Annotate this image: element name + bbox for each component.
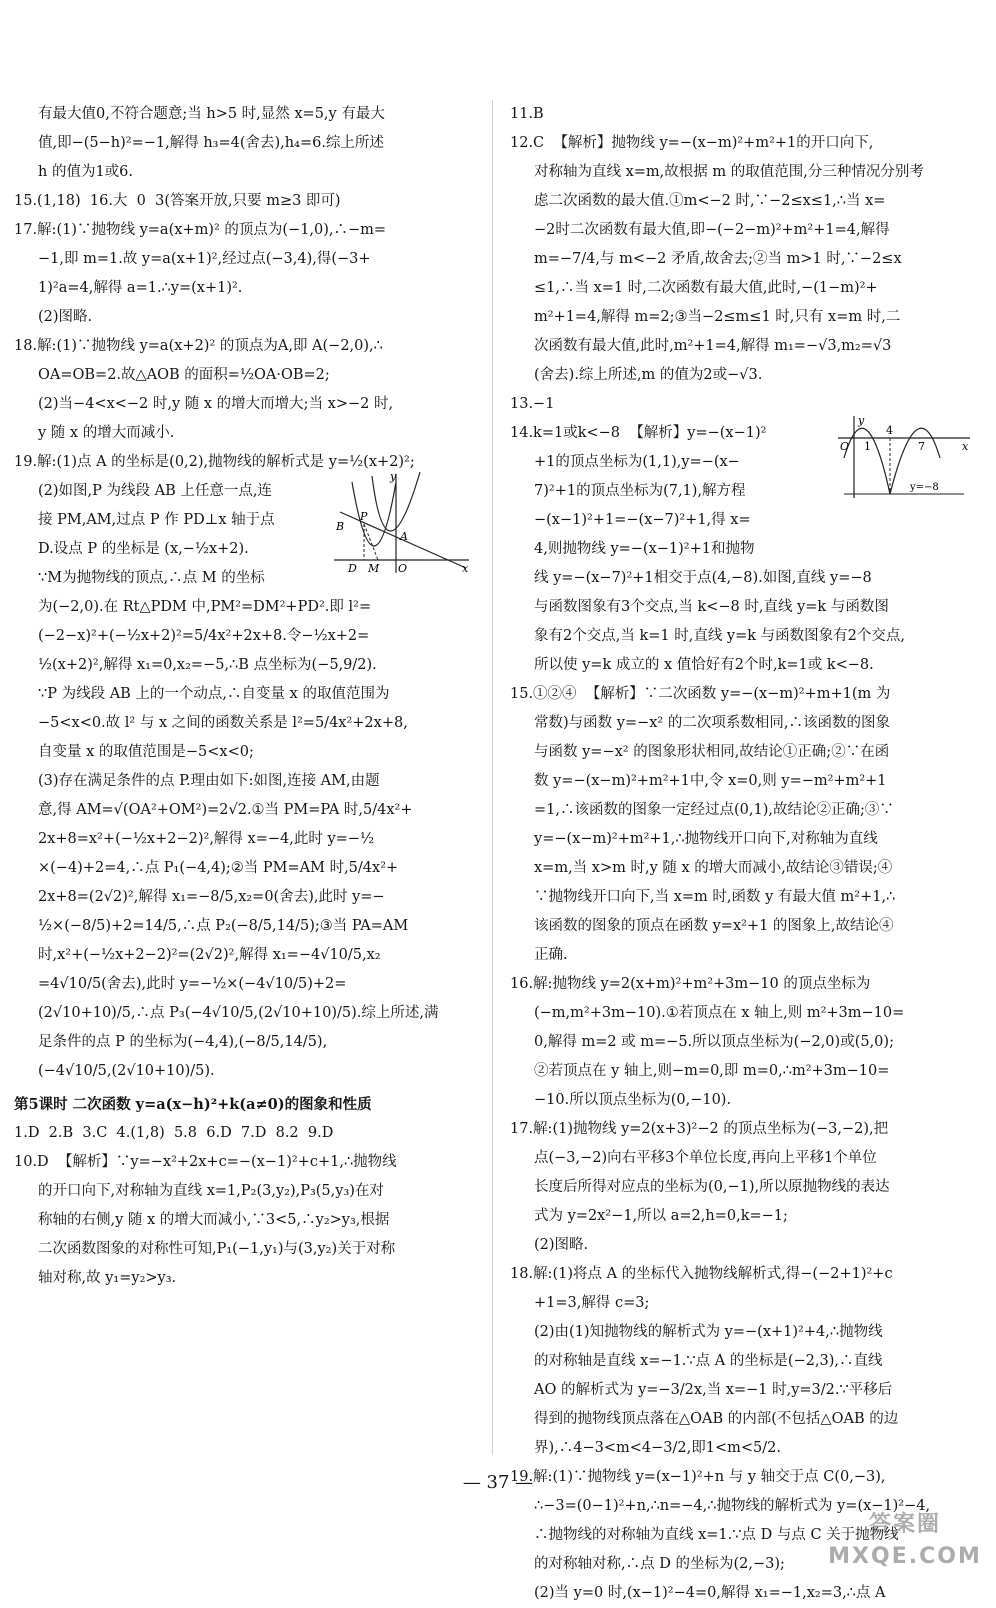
text-line: 称轴的右侧,y 随 x 的增大而减小,∵3<5,∴y₂>y₃,根据	[38, 1212, 390, 1228]
text-line: 19.解:(1)∵抛物线 y=(x−1)²+n 与 y 轴交于点 C(0,−3),	[510, 1469, 886, 1485]
text-line: 虑二次函数的最大值.①m<−2 时,∵−2≤x≤1,∴当 x=	[534, 193, 886, 209]
fig14-label-1: 1	[864, 440, 871, 453]
text-line: 与函数 y=−x² 的图象形状相同,故结论①正确;②∵在函	[534, 744, 890, 760]
text-line: 13.−1	[510, 396, 555, 412]
text-line: 数 y=−(x−m)²+m²+1中,令 x=0,则 y=−m²+m²+1	[534, 773, 887, 789]
fig14-label-4: 4	[886, 424, 893, 437]
text-line: (2)由(1)知抛物线的解析式为 y=−(x+1)²+4,∴抛物线	[534, 1324, 883, 1340]
text-line: (−m,m²+3m−10).①若顶点在 x 轴上,则 m²+3m−10=	[534, 1005, 905, 1021]
text-line: 象有2个交点,当 k=1 时,直线 y=k 与函数图象有2个交点,	[534, 628, 906, 644]
text-line: −2时二次函数有最大值,即−(−2−m)²+m²+1=4,解得	[534, 222, 890, 238]
text-line: 为(−2,0).在 Rt△PDM 中,PM²=DM²+PD².即 l²=	[38, 599, 372, 615]
text-line: (−2−x)²+(−½x+2)²=5/4x²+2x+8.令−½x+2=	[38, 628, 370, 644]
right-column	[510, 100, 980, 1608]
text-line: 19.解:(1)点 A 的坐标是(0,2),抛物线的解析式是 y=½(x+2)²;	[14, 454, 415, 470]
fig14-label-y: y	[858, 414, 865, 427]
fig19-label-x: x	[462, 562, 469, 575]
text-line: 线 y=−(x−7)²+1相交于点(4,−8).如图,直线 y=−8	[534, 570, 872, 586]
text-line: 0,解得 m=2 或 m=−5.所以顶点坐标为(−2,0)或(5,0);	[534, 1034, 894, 1050]
text-line: (2)图略.	[534, 1237, 589, 1253]
fig14-label-O: O	[840, 440, 850, 453]
text-line: 12.C 【解析】抛物线 y=−(x−m)²+m²+1的开口向下,	[510, 135, 874, 151]
text-line: h 的值为1或6.	[38, 164, 134, 180]
text-line: 自变量 x 的取值范围是−5<x<0;	[38, 744, 254, 760]
text-line: ∵P 为线段 AB 上的一个动点,∴自变量 x 的取值范围为	[38, 686, 390, 702]
fig19-label-A: A	[400, 530, 408, 543]
fig19-label-B: B	[336, 520, 345, 533]
text-line: m²+1=4,解得 m=2;③当−2≤m≤1 时,只有 x=m 时,二	[534, 309, 901, 325]
fig19-label-P: P	[360, 510, 368, 523]
text-line: 1.D 2.B 3.C 4.(1,8) 5.8 6.D 7.D 8.2 9.D	[14, 1125, 334, 1141]
text-line: 18.解:(1)∵抛物线 y=a(x+2)² 的顶点为A,即 A(−2,0),∴	[14, 338, 383, 354]
text-line: 点(−3,−2)向右平移3个单位长度,再向上平移1个单位	[534, 1150, 877, 1166]
fig19-label-D: D	[348, 562, 357, 575]
text-line: 2x+8=x²+(−½x+2−2)²,解得 x=−4,此时 y=−½	[38, 831, 375, 847]
text-line: −1,即 m=1.故 y=a(x+1)²,经过点(−3,4),得(−3+	[38, 251, 371, 267]
text-line: y=−(x−m)²+m²+1,∴抛物线开口向下,对称轴为直线	[534, 831, 878, 847]
text-line: ∴−3=(0−1)²+n,∴n=−4,∴抛物线的解析式为 y=(x−1)²−4,	[534, 1498, 931, 1514]
text-line: 值,即−(5−h)²=−1,解得 h₃=4(舍去),h₄=6.综上所述	[38, 135, 384, 151]
text-line: 与函数图象有3个交点,当 k<−8 时,直线 y=k 与函数图	[534, 599, 889, 615]
text-line: 正确.	[534, 947, 568, 963]
text-line: D.设点 P 的坐标是 (x,−½x+2).	[38, 541, 249, 557]
text-line: ½(x+2)²,解得 x₁=0,x₂=−5,∴B 点坐标为(−5,9/2).	[38, 657, 377, 673]
fig19-label-y: y	[390, 470, 397, 483]
text-line: 14.k=1或k<−8 【解析】y=−(x−1)²	[510, 425, 767, 441]
text-line: −(x−1)²+1=−(x−7)²+1,得 x=	[534, 512, 751, 528]
text-line: (2)当 y=0 时,(x−1)²−4=0,解得 x₁=−1,x₂=3,∴点 A	[534, 1585, 886, 1601]
text-line: 的对称轴对称,∴点 D 的坐标为(2,−3);	[534, 1556, 785, 1572]
left-tail-lines	[14, 1119, 476, 1293]
text-line: ½×(−8/5)+2=14/5,∴点 P₂(−8/5,14/5);③当 PA=AM	[38, 918, 409, 934]
text-line: 10.D 【解析】∵y=−x²+2x+c=−(x−1)²+c+1,∴抛物线	[14, 1154, 397, 1170]
text-line: m=−7/4,与 m<−2 矛盾,故舍去;②当 m>1 时,∵−2≤x	[534, 251, 902, 267]
text-line: =1,∴该函数的图象一定经过点(0,1),故结论②正确;③∵	[534, 802, 894, 818]
left-column	[14, 100, 476, 1293]
text-line: 意,得 AM=√(OA²+OM²)=2√2.①当 PM=PA 时,5/4x²+	[38, 802, 413, 818]
text-line: 18.解:(1)将点 A 的坐标代入抛物线解析式,得−(−2+1)²+c	[510, 1266, 893, 1282]
text-line: 得到的抛物线顶点落在△OAB 的内部(不包括△OAB 的边	[534, 1411, 899, 1427]
text-line: −10.所以顶点坐标为(0,−10).	[534, 1092, 732, 1108]
text-line: ≤1,∴当 x=1 时,二次函数有最大值,此时,−(1−m)²+	[534, 280, 878, 296]
text-line: 1)²a=4,解得 a=1.∴y=(x+1)².	[38, 280, 243, 296]
text-line: (2)图略.	[38, 309, 93, 325]
fig14-label-y-eq: y=−8	[910, 482, 939, 493]
text-line: 15.①②④ 【解析】∵二次函数 y=−(x−m)²+m+1(m 为	[510, 686, 891, 702]
column-divider	[492, 100, 493, 1455]
text-line: 有最大值0,不符合题意;当 h>5 时,显然 x=5,y 有最大	[38, 106, 385, 122]
text-line: +1=3,解得 c=3;	[534, 1295, 650, 1311]
text-line: 式为 y=2x²−1,所以 a=2,h=0,k=−1;	[534, 1208, 788, 1224]
fig14-label-7: 7	[918, 440, 925, 453]
q14-figure	[834, 414, 974, 500]
watermark: 答案圈 MXQE.COM	[828, 1512, 982, 1569]
text-line: 2x+8=(2√2)²,解得 x₁=−8/5,x₂=0(舍去),此时 y=−	[38, 889, 385, 905]
text-line: 11.B	[510, 106, 544, 122]
text-line: (舍去).综上所述,m 的值为2或−√3.	[534, 367, 763, 383]
text-line: 界),∴4−3<m<4−3/2,即1<m<5/2.	[534, 1440, 781, 1456]
text-line: ∴抛物线的对称轴为直线 x=1.∵点 D 与点 C 关于抛物线	[534, 1527, 899, 1543]
text-line: 时,x²+(−½x+2−2)²=(2√2)²,解得 x₁=−4√10/5,x₂	[38, 947, 381, 963]
text-line: 所以使 y=k 成立的 x 值恰好有2个时,k=1或 k<−8.	[534, 657, 874, 673]
text-line: y 随 x 的增大而减小.	[38, 425, 175, 441]
text-line: ②若顶点在 y 轴上,则−m=0,即 m=0,∴m²+3m−10=	[534, 1063, 890, 1079]
text-line: AO 的解析式为 y=−3/2x,当 x=−1 时,y=3/2.∵平移后	[534, 1382, 893, 1398]
text-line: −5<x<0.故 l² 与 x 之间的函数关系是 l²=5/4x²+2x+8,	[38, 715, 408, 731]
text-line: 常数)与函数 y=−x² 的二次项系数相同,∴该函数的图象	[534, 715, 890, 731]
page-number: — 37 —	[462, 1472, 534, 1493]
text-line: 的对称轴是直线 x=−1.∵点 A 的坐标是(−2,3),∴直线	[534, 1353, 883, 1369]
text-line: 足条件的点 P 的坐标为(−4,4),(−8/5,14/5),	[38, 1034, 328, 1050]
text-line: OA=OB=2.故△AOB 的面积=½OA·OB=2;	[38, 367, 330, 383]
text-line: =4√10/5(舍去),此时 y=−½×(−4√10/5)+2=	[38, 976, 347, 992]
text-line: 的开口向下,对称轴为直线 x=1,P₂(3,y₂),P₃(5,y₃)在对	[38, 1183, 384, 1199]
text-line: 17.解:(1)∵抛物线 y=a(x+m)² 的顶点为(−1,0),∴−m=	[14, 222, 387, 238]
text-line: 15.(1,18) 16.大 0 3(答案开放,只要 m≥3 即可)	[14, 193, 341, 209]
section-title: 第5课时 二次函数 y=a(x−h)²+k(a≠0)的图象和性质	[14, 1096, 372, 1113]
text-line: (−4√10/5,(2√10+10)/5).	[38, 1063, 215, 1079]
left-lines	[14, 100, 476, 1086]
text-line: (2)如图,P 为线段 AB 上任意一点,连	[38, 483, 272, 499]
text-line: 16.解:抛物线 y=2(x+m)²+m²+3m−10 的顶点坐标为	[510, 976, 871, 992]
text-line: ∵M为抛物线的顶点,∴点 M 的坐标	[38, 570, 265, 586]
text-line: 二次函数图象的对称性可知,P₁(−1,y₁)与(3,y₂)关于对称	[38, 1241, 396, 1257]
text-line: 轴对称,故 y₁=y₂>y₃.	[38, 1270, 177, 1286]
text-line: (2)当−4<x<−2 时,y 随 x 的增大而增大;当 x>−2 时,	[38, 396, 394, 412]
q19-figure	[324, 468, 474, 580]
text-line: (3)存在满足条件的点 P.理由如下:如图,连接 AM,由题	[38, 773, 380, 789]
fig19-label-M: M	[368, 562, 380, 575]
text-line: +1的顶点坐标为(1,1),y=−(x−	[534, 454, 740, 470]
text-line: 接 PM,AM,过点 P 作 PD⊥x 轴于点	[38, 512, 275, 528]
text-line: 次函数有最大值,此时,m²+1=4,解得 m₁=−√3,m₂=√3	[534, 338, 892, 354]
text-line: 该函数的图象的顶点在函数 y=x²+1 的图象上,故结论④	[534, 918, 894, 934]
text-line: 4,则抛物线 y=−(x−1)²+1和抛物	[534, 541, 755, 557]
text-line: 17.解:(1)抛物线 y=2(x+3)²−2 的顶点坐标为(−3,−2),把	[510, 1121, 889, 1137]
text-line: 对称轴为直线 x=m,故根据 m 的取值范围,分三种情况分别考	[534, 164, 924, 180]
text-line: (2√10+10)/5,∴点 P₃(−4√10/5,(2√10+10)/5).综上所述,满	[38, 1005, 439, 1021]
fig14-label-x: x	[962, 440, 969, 453]
text-line: 长度后所得对应点的坐标为(0,−1),所以原抛物线的表达	[534, 1179, 890, 1195]
text-line: ∵抛物线开口向下,当 x=m 时,函数 y 有最大值 m²+1,∴	[534, 889, 896, 905]
text-line: ×(−4)+2=4,∴点 P₁(−4,4);②当 PM=AM 时,5/4x²+	[38, 860, 399, 876]
text-line: x=m,当 x>m 时,y 随 x 的增大而减小,故结论③错误;④	[534, 860, 893, 876]
text-line: 7)²+1的顶点坐标为(7,1),解方程	[534, 483, 746, 499]
right-lines	[510, 100, 980, 1608]
fig19-label-O: O	[398, 562, 408, 575]
